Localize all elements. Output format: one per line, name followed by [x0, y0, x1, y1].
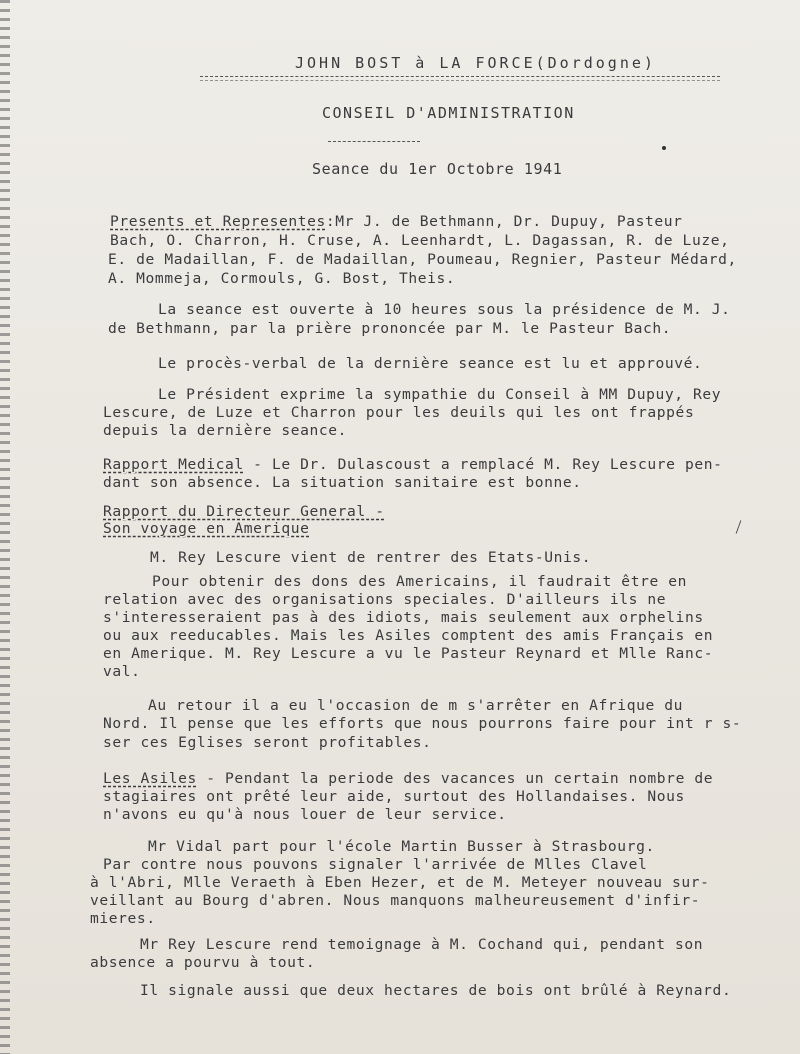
rapport-medical-text: - Le Dr. Dulascoust a remplacé M. Rey Lescure pen-	[243, 456, 723, 473]
voyage-line-4: s'interesseraient pas à des idiots, mais seulement aux orphelins	[103, 609, 704, 626]
seance-date: Seance du 1er Octobre 1941	[312, 160, 563, 178]
voyage-line-7: val.	[103, 663, 141, 680]
asiles-line-3: n'avons eu qu'à nous louer de leur service.	[103, 806, 507, 823]
sympathy-line-3: depuis la dernière seance.	[103, 422, 348, 439]
voyage-line-6: en Amerique. M. Rey Lescure a vu le Pasteur Reynard et Mlle Ranc-	[103, 645, 714, 662]
asiles-heading: Les Asiles	[103, 770, 197, 787]
bois-line: Il signale aussi que deux hectares de bois ont brûlé à Reynard.	[140, 982, 732, 999]
rapport-directeur-heading: Rapport du Directeur General -	[103, 503, 385, 520]
rapport-medical-line-2: dant son absence. La situation sanitaire est bonne.	[103, 474, 582, 491]
title-dashed-rule-2	[200, 80, 720, 81]
section-title: CONSEIL D'ADMINISTRATION	[322, 104, 575, 122]
vidal-line-3: à l'Abri, Mlle Veraeth à Eben Hezer, et de M. Meteyer nouveau sur-	[90, 874, 710, 891]
rapport-medical-heading: Rapport Medical	[103, 456, 244, 473]
asiles-line-2: stagiaires ont prêté leur aide, surtout des Hollandaises. Nous	[103, 788, 685, 805]
sympathy-line-1: Le Président exprime la sympathie du Conseil à MM Dupuy, Rey	[158, 386, 722, 403]
perforated-edge	[0, 0, 10, 1054]
subtitle-dashed-rule	[328, 141, 420, 142]
retour-line-1: Au retour il a eu l'occasion de m s'arrêter en Afrique du	[148, 697, 684, 714]
presents-line-2: Bach, O. Charron, H. Cruse, A. Leenhardt, L. Dagassan, R. de Luze,	[110, 232, 730, 249]
sympathy-line-2: Lescure, de Luze et Charron pour les deuils qui les ont frappés	[103, 404, 695, 421]
presents-line-3: E. de Madaillan, F. de Madaillan, Poumeau, Regnier, Pasteur Médard,	[108, 251, 737, 268]
presents-label	[110, 213, 683, 230]
presents-heading: Presents et Representes	[110, 213, 326, 230]
asiles-text: - Pendant la periode des vacances un certain nombre de	[196, 770, 714, 787]
presents-line-4: A. Mommeja, Cormouls, G. Bost, Theis.	[108, 270, 456, 287]
asiles-line-1	[103, 770, 713, 787]
voyage-heading: Son voyage en Amerique	[103, 520, 310, 537]
opening-line-1: La seance est ouverte à 10 heures sous la présidence de M. J.	[158, 301, 731, 318]
voyage-line-1: M. Rey Lescure vient de rentrer des Etats-Unis.	[150, 549, 592, 566]
retour-line-2: Nord. Il pense que les efforts que nous pourrons faire pour int r s-	[103, 715, 742, 732]
title-dashed-rule	[200, 76, 720, 77]
retour-line-3: ser ces Eglises seront profitables.	[103, 734, 432, 751]
opening-line-2: de Bethmann, par la prière prononcée par M. le Pasteur Bach.	[108, 320, 672, 337]
ink-dot	[662, 146, 666, 150]
presents-line-1: :Mr J. de Bethmann, Dr. Dupuy, Pasteur	[325, 213, 683, 230]
vidal-line-2: Par contre nous pouvons signaler l'arrivée de Mlles Clavel	[103, 856, 648, 873]
proces-verbal: Le procès-verbal de la dernière seance est lu et approuvé.	[158, 355, 703, 372]
document-title: JOHN BOST à LA FORCE(Dordogne)	[295, 54, 656, 72]
vidal-line-5: mieres.	[90, 910, 156, 927]
cochand-line-1: Mr Rey Lescure rend temoignage à M. Cochand qui, pendant son	[140, 936, 704, 953]
voyage-line-5: ou aux reeducables. Mais les Asiles comptent des amis Français en	[103, 627, 714, 644]
voyage-line-2: Pour obtenir des dons des Americains, il faudrait être en	[152, 573, 688, 590]
vidal-line-1: Mr Vidal part pour l'école Martin Busser à Strasbourg.	[148, 838, 655, 855]
cochand-line-2: absence a pourvu à tout.	[90, 954, 316, 971]
vidal-line-4: veillant au Bourg d'abren. Nous manquons malheureusement d'infir-	[90, 892, 701, 909]
voyage-line-3: relation avec des organisations speciales. D'ailleurs ils ne	[103, 591, 667, 608]
ink-mark	[736, 520, 742, 533]
rapport-medical-line-1	[103, 456, 723, 473]
